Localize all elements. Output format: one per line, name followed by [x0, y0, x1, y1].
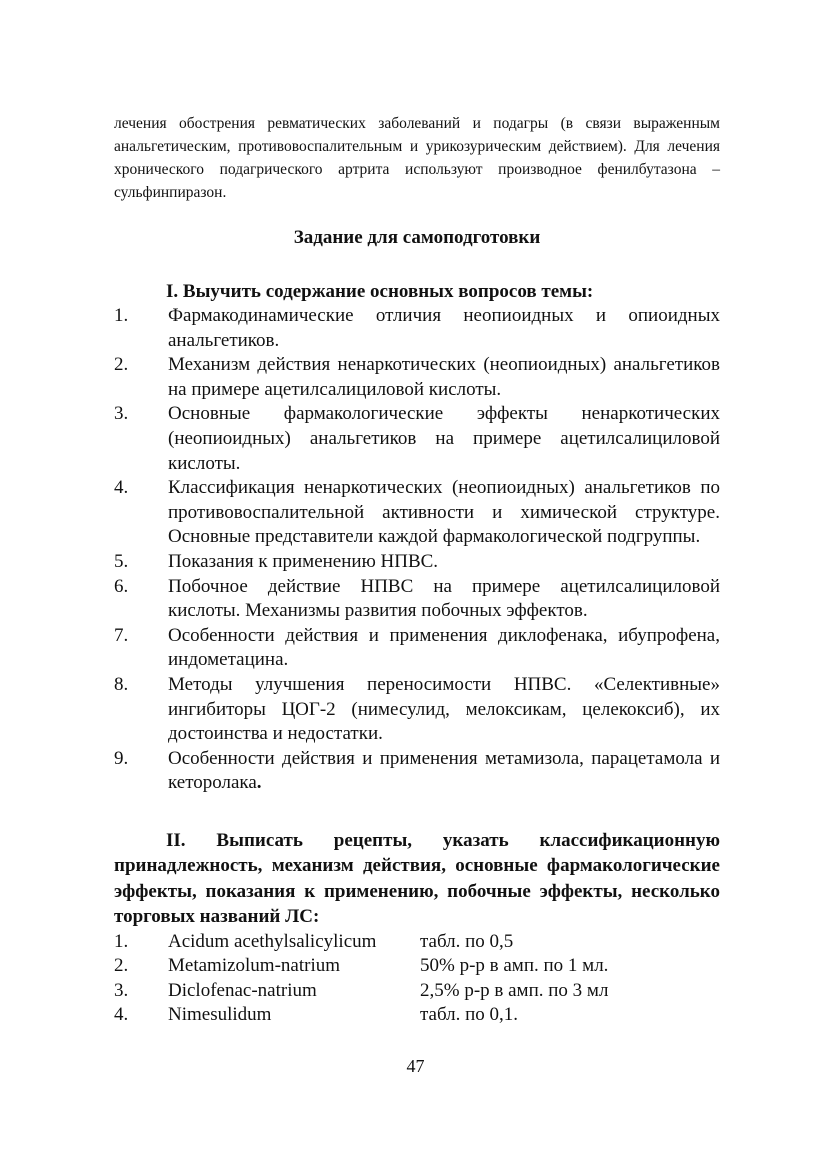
questions-list — [114, 304, 720, 796]
item-number: 4. — [114, 477, 129, 499]
item-tail: . — [256, 772, 262, 794]
item-text: Классификация ненаркотических (неопиоидных) анальгетиков по противовоспалительной активности и химической структуре. Основные представители каждой фармакологической подгруппы. — [168, 477, 720, 548]
drug-form: 50% р-р в амп. по 1 мл. — [420, 955, 609, 977]
item-number: 6. — [114, 575, 129, 597]
item-text: Особенности действия и применения метамизола, парацетамола и кеторолака — [168, 747, 720, 794]
section2-title: II. Выписать рецепты, указать классификационную принадлежность, механизм действия, основные фармакологические эффекты, показания к применению, побочные эффекты, несколько торговых названий ЛС: — [114, 829, 720, 928]
item-number: 3. — [114, 979, 129, 1001]
item-number: 1. — [114, 930, 129, 952]
item-number: 5. — [114, 550, 129, 572]
drug-form: 2,5% р-р в амп. по 3 мл — [420, 979, 609, 1001]
drug-name: Acidum acethylsalicylicum — [168, 930, 377, 952]
intro-paragraph: лечения обострения ревматических заболеваний и подагры (в связи выраженным анальгетическим, противовоспалительным и урикозурическим действием). Для лечения хронического подагрического артрита используют производное фенилбутазона – сульфинпиразон. — [114, 115, 720, 201]
item-number: 8. — [114, 673, 129, 695]
table-row — [114, 954, 720, 979]
list-item — [114, 353, 720, 402]
list-item — [114, 575, 720, 624]
list-item — [114, 747, 720, 796]
item-text: Особенности действия и применения диклофенака, ибупрофена, индометацина. — [168, 624, 720, 671]
item-text: Основные фармакологические эффекты ненаркотических (неопиоидных) анальгетиков на примере ацетилсалициловой кислоты. — [168, 403, 720, 474]
drug-name: Nimesulidum — [168, 1004, 272, 1026]
prescriptions-list — [114, 930, 720, 1028]
item-text: Показания к применению НПВС. — [168, 550, 439, 572]
document-page — [114, 112, 720, 1028]
item-text: Фармакодинамические отличия неопиоидных и опиоидных анальгетиков. — [168, 305, 720, 351]
list-item — [114, 550, 720, 575]
list-item — [114, 476, 720, 550]
item-text: Методы улучшения переносимости НПВС. «Селективные» ингибиторы ЦОГ-2 (нимесулид, мелоксикам, целекоксиб), их достоинства и недостатки. — [168, 673, 720, 745]
item-text: Побочное действие НПВС на примере ацетилсалициловой кислоты. Механизмы развития побочных эффектов. — [168, 575, 720, 622]
drug-name: Diclofenac-natrium — [168, 979, 317, 1001]
item-number: 3. — [114, 403, 129, 425]
section1-title: I. Выучить содержание основных вопросов темы: — [166, 281, 594, 302]
item-number: 9. — [114, 747, 129, 769]
drug-form: табл. по 0,1. — [420, 1004, 519, 1026]
table-row — [114, 979, 720, 1004]
drug-form: табл. по 0,5 — [420, 930, 514, 952]
list-item — [114, 673, 720, 747]
drug-name: Metamizolum-natrium — [168, 955, 341, 977]
list-item — [114, 624, 720, 673]
item-number: 4. — [114, 1004, 129, 1026]
page-number: 47 — [406, 1056, 425, 1076]
list-item — [114, 304, 720, 353]
item-number: 2. — [114, 955, 129, 977]
item-number: 7. — [114, 624, 129, 646]
item-text: Механизм действия ненаркотических (неопиоидных) анальгетиков на примере ацетилсалициловой кислоты. — [168, 354, 720, 400]
item-number: 1. — [114, 305, 129, 326]
table-row — [114, 930, 720, 955]
task-title: Задание для самоподготовки — [293, 227, 541, 248]
table-row — [114, 1003, 720, 1028]
item-number: 2. — [114, 354, 129, 376]
list-item — [114, 402, 720, 476]
